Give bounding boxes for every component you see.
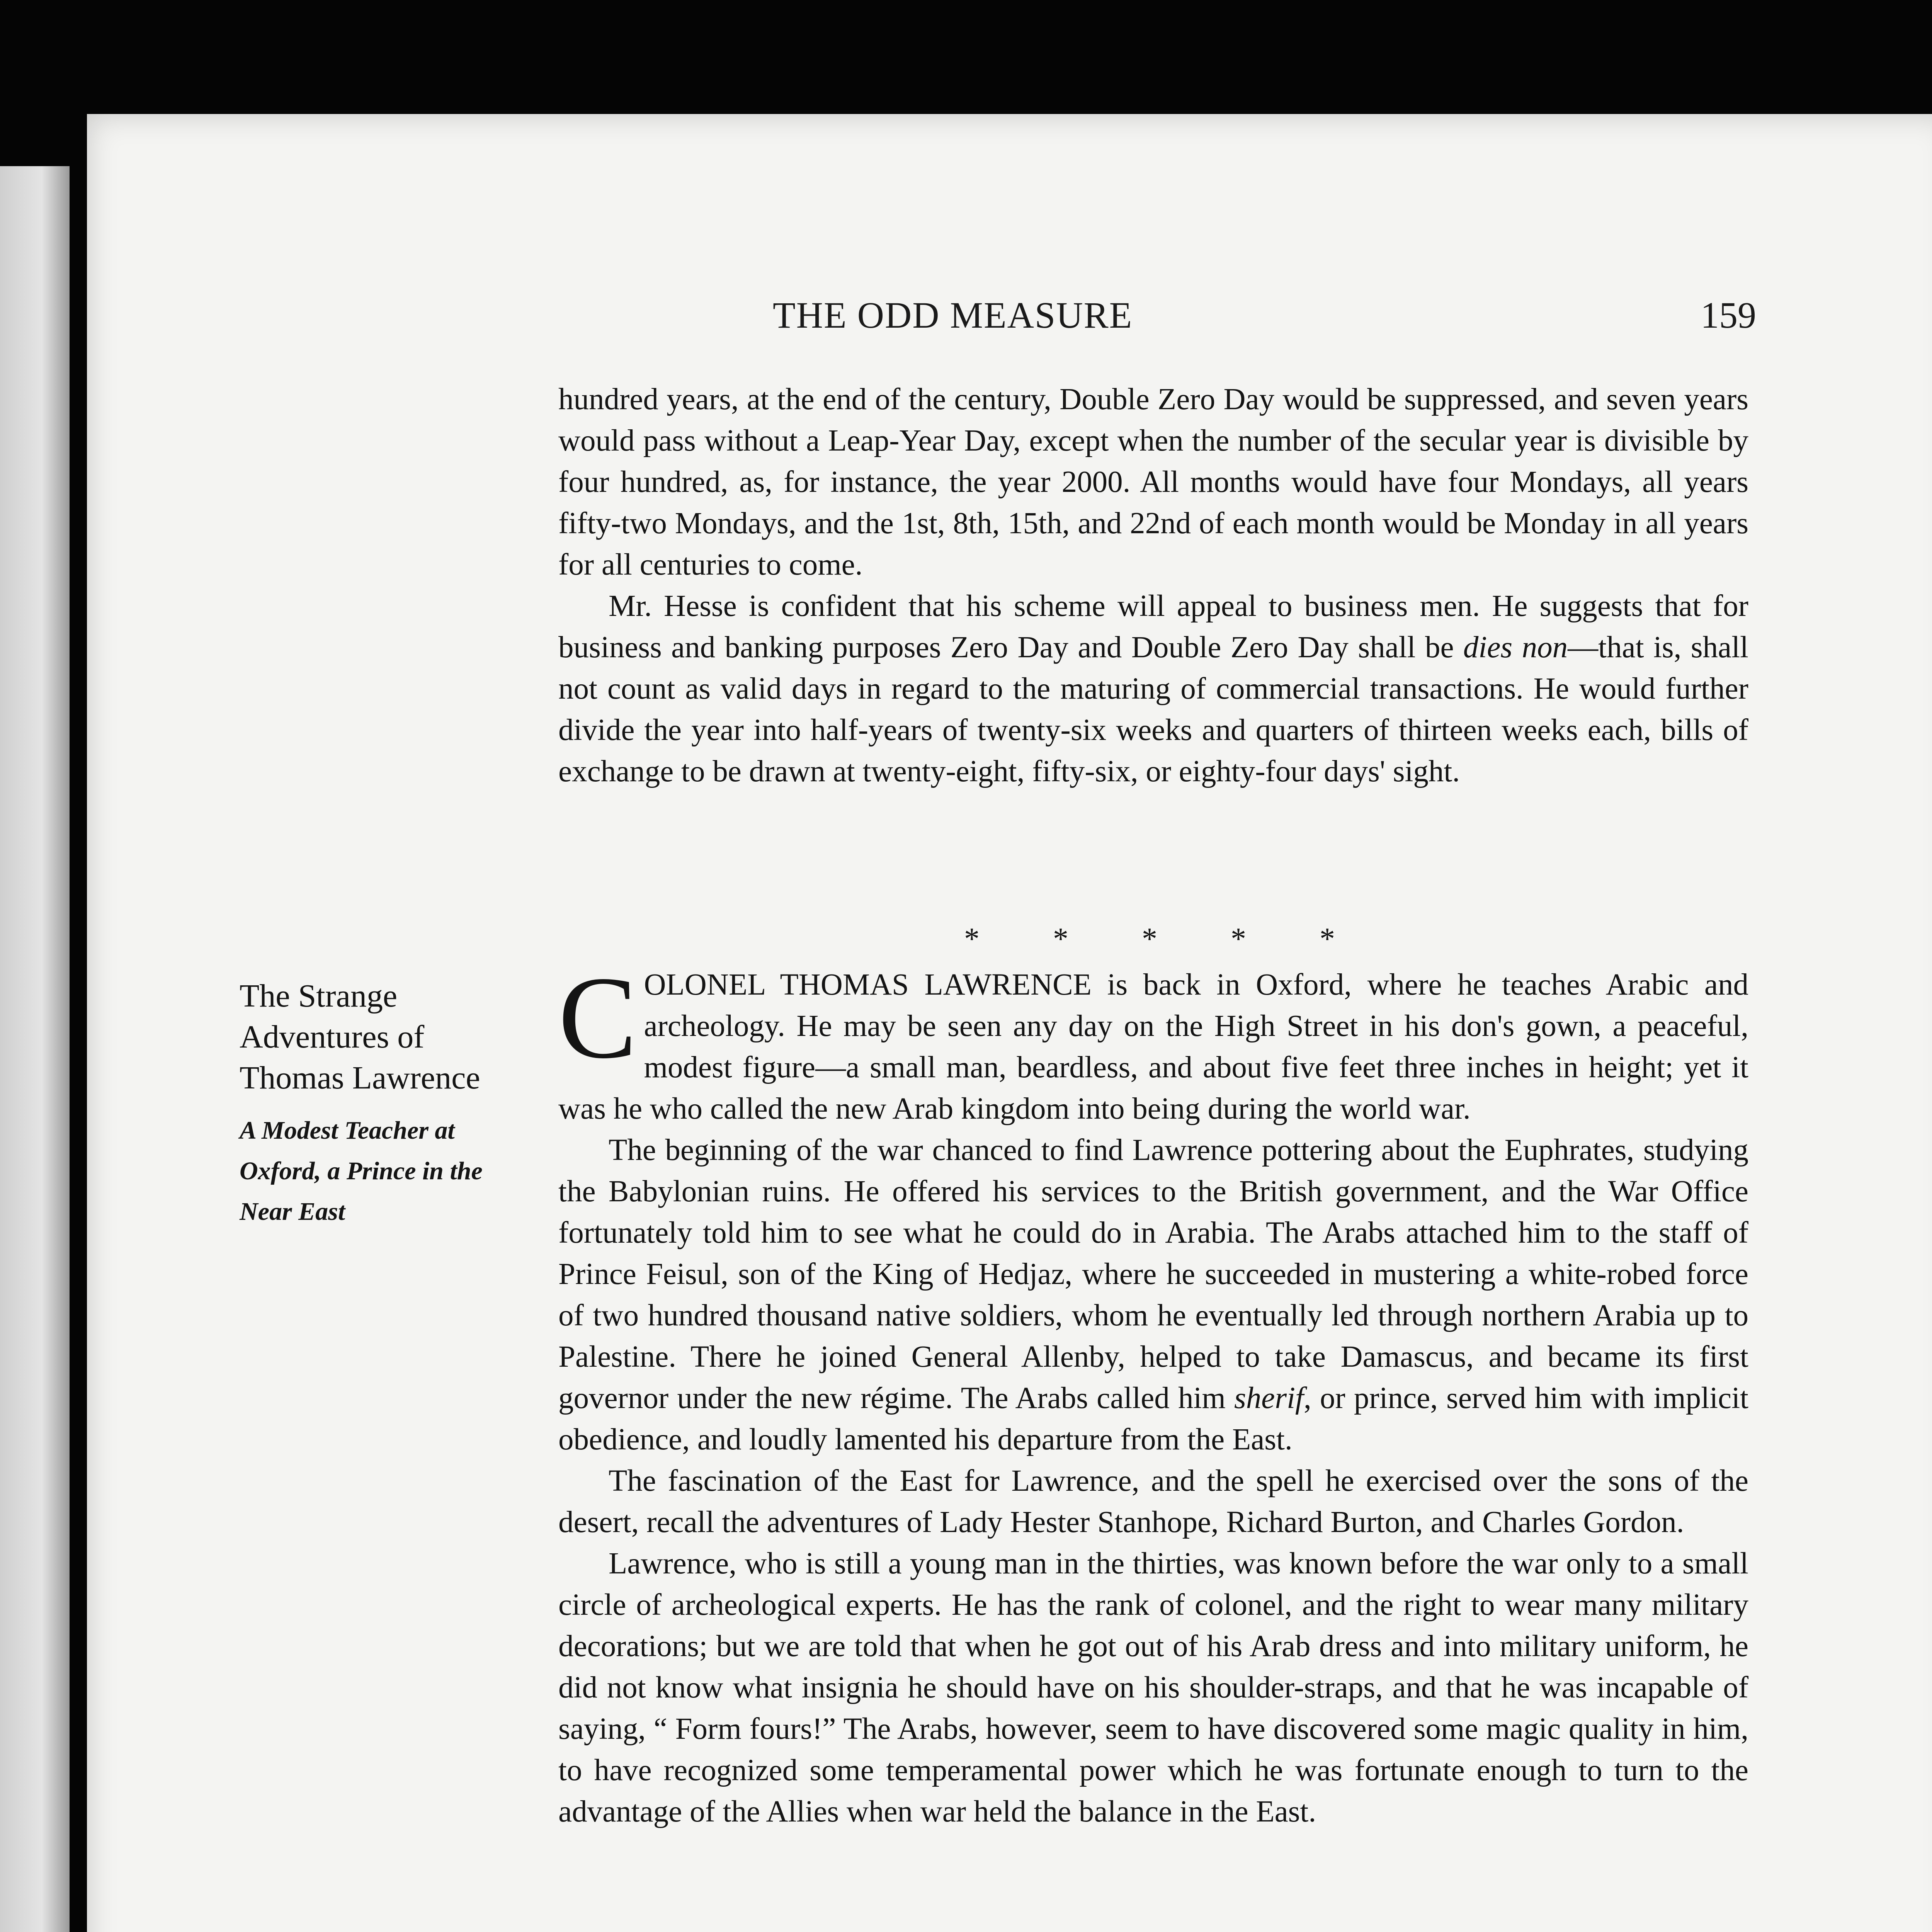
sidenote-lawrence	[240, 976, 526, 1232]
sidenote-title: The Strange Adventures of Thomas Lawrence	[240, 978, 480, 1096]
italic-phrase: sherif	[1234, 1381, 1304, 1415]
page-number: 159	[1701, 294, 1756, 336]
paragraph: COLONEL THOMAS LAWRENCE is back in Oxford, where he teaches Arabic and archeology. He may be seen any day on the High Street in his don's gown, a peaceful, modest figure—a small man, beardless, and about five feet three inches in height; yet it was he who called the new Arab kingdom into being during the world war.	[558, 952, 1748, 1126]
paragraph: hundred years, at the end of the century, Double Zero Day would be suppressed, and seven years would pass without a Leap-Year Day, except when the number of the secular year is divisible by four hundred, as, for instance, the year 2000. All months would have four Mondays, all years fifty-two Mondays, and the 1st, 8th, 15th, and 22nd of each month would be Monday in all years for all centuries to come.	[558, 383, 1748, 582]
paragraph: Mr. Hesse is confident that his scheme will appeal to business men. He suggests that for business and banking purposes Zero Day and Double Zero Day shall be dies non—that is, shall not count as valid days in regard to the maturing of commercial transactions. He would further divide the year into half-years of twenty-six weeks and quarters of thirteen weeks each, bills of exchange to be drawn at twenty-eight, fifty-six, or eighty-four days' sight.	[558, 589, 1749, 788]
paragraph: The fascination of the East for Lawrence, and the spell he exercised over the sons of the desert, recall the adventures of Lady Hester Stanhope, Richard Burton, and Charles Gordon.	[558, 1464, 1748, 1539]
paragraph: The beginning of the war chanced to find Lawrence pottering about the Euphrates, studying the Babylonian ruins. He offered his services to the British government, and the War Office fortunately told him to see what he could do in Arabia. The Arabs attached him to the staff of Prince Feisul, son of the King of Hedjaz, where he succeeded in mustering a white-robed force of two hundred thousand native soldiers, whom he eventually led through northern Arabia up to Palestine. There he joined General Allenby, helped to take Damascus, and became its first governor under the new régime. The Arabs called him sherif, or prince, served him with implicit obedience, and loudly lamented his departure from the East.	[558, 1133, 1748, 1456]
paragraph: Lawrence, who is still a young man in the thirties, was known before the war only to a small circle of archeological experts. He has the rank of colonel, and the right to wear many military decorations; but we are told that when he got out of his Arab dress and into military uniform, he did not know what insignia he should have on his shoulder-straps, and that he was incapable of saying, “ Form fours!” The Arabs, however, seem to have discovered some magic quality in him, to have recognized some temperamental power which he was fortunate enough to turn to the advantage of the Allies when war held the balance in the East.	[558, 1547, 1748, 1828]
running-header	[773, 294, 1756, 340]
article-lawrence	[558, 952, 1748, 1832]
sidenote-subtitle: A Modest Teacher at Oxford, a Prince in the Near East	[240, 1116, 483, 1226]
drop-cap: C	[558, 952, 637, 1083]
adjacent-page-edge	[0, 166, 70, 1932]
running-title: THE ODD MEASURE	[773, 294, 1133, 336]
section-separator: * * * * *	[964, 922, 1343, 956]
article-hesse-continued	[558, 379, 1748, 792]
italic-phrase: dies non	[1463, 631, 1568, 664]
